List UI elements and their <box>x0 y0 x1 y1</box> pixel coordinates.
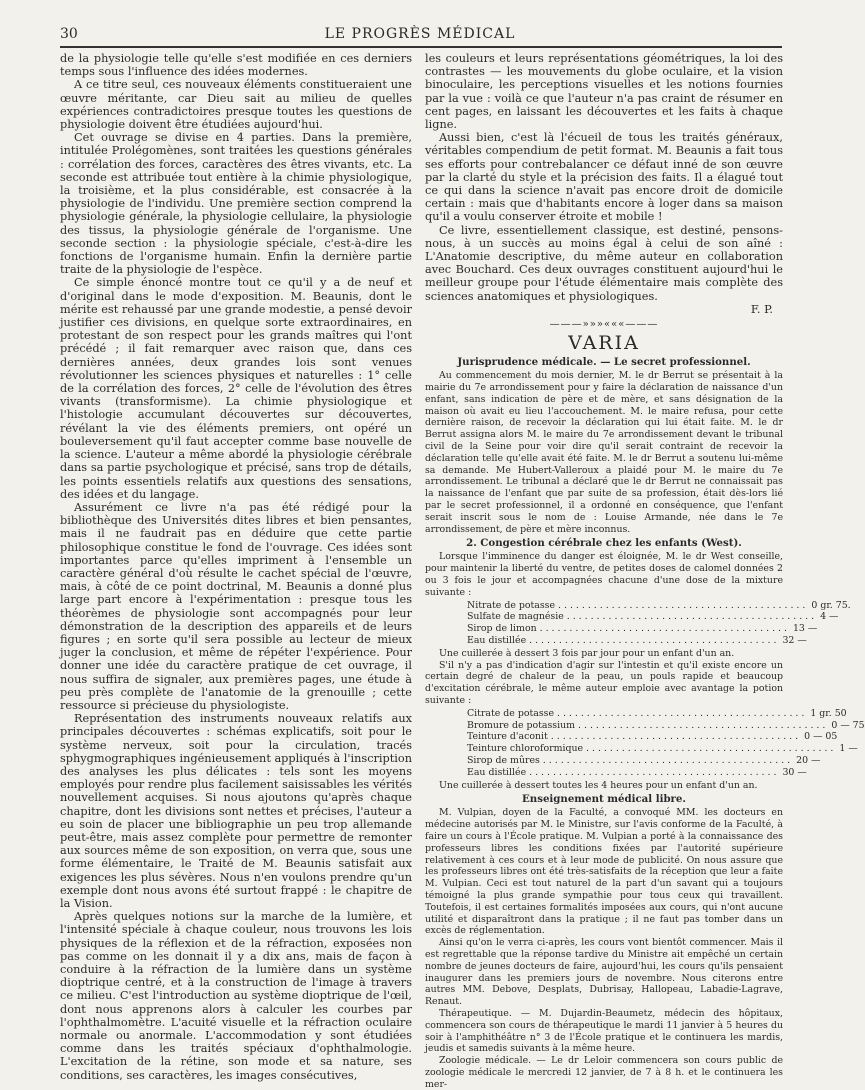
subheading: Jurisprudence médicale. — Le secret professionnel. <box>457 356 751 369</box>
paragraph: Ce simple énoncé montre tout ce qu'il y a de neuf et d'original dans le mode d'exposition. M. Beaunis, dont le mérite est rehaussé par une grande modestie, a pensé devoir justifier ces divisions, en quelque sorte extraordinaires, en protestant de son respect pour les grands maîtres qui l'ont précédé ; il fait remarquer avec raison que, dans ces dernières années, deux grandes lois sont venues révolutionner les sciences physiques et naturelles : 1° celle de la corrélation des forces, 2° celle de l'évolution des êtres vivants (transformisme). La chimie physiologique et l'histologie accumulant découvertes sur découvertes, révélant la vie des éléments premiers, ont opéré un bouleversement qu'il faut accepter comme base nouvelle de la science. L'auteur a même abordé la physiologie cérébrale dans sa partie psychologique et précisé, sans trop de détails, les points essentiels relatifs aux questions des sensations, des idées et du langage. <box>60 276 412 501</box>
running-title: LE PROGRÈS MÉDICAL <box>324 26 516 42</box>
article <box>425 370 783 535</box>
paragraph: Aussi bien, c'est là l'écueil de tous les traités généraux, véritables compendium de petit format. M. Beaunis a fait tous ses efforts pour contrebalancer ce défaut inné de son œuvre par la clarté du style et la précision des faits. Il a élagué tout ce qui dans la science n'avait pas encore droit de domicile certain : mais que d'habitants encore à loger dans sa maison qu'il a voulu conserver étroite et mobile ! <box>425 131 783 224</box>
page-number: 30 <box>60 26 78 42</box>
paragraph: de la physiologie telle qu'elle s'est modifiée en ces derniers temps sous l'influence des idées modernes. <box>60 52 412 79</box>
header-rule <box>60 46 782 48</box>
recipe-item: Sulfate de magnésie . . . 4 — <box>467 611 717 623</box>
paragraph: M. Vulpian, doyen de la Faculté, a convoqué MM. les docteurs en médecine autorisés par M. le Ministre, sur l'avis conforme de la Faculté, à faire un cours à l'École pratique. M. Vulpian a porté à la connaissance des professeurs libres les conditions fixées par l'autorité supérieure relativement à ces cours et à leur mode de publicité. On nous assure que les professeurs libres ont été très-satisfaits de la réception que leur a faite M. Vulpian. Ceci est tout naturel de la part d'un savant qui a toujours témoigné la plus grande sympathie pour tous ceux qui travaillent. Toutefois, il est certaines formalités imposées aux cours, qui n'ont aucune utilité et disparaîtront dans la pratique ; il ne faut pas tomber dans un excès de réglementation. <box>425 807 783 937</box>
subheading: Enseignement médical libre. <box>522 793 686 806</box>
recipe-list <box>467 599 851 647</box>
paragraph: Ainsi qu'on le verra ci-après, les cours vont bientôt commencer. Mais il est regrettable que la réponse tardive du Ministre ait empêché un certain nombre de jeunes docteurs de faire, aujourd'hui, les cours qu'ils pensaient inaugurer dans les premiers jours de novembre. Nous citerons entre autres MM. Debove, Desplats, Dubrisay, Hallopeau, Labadie-Lagrave, Renaut. <box>425 937 783 1008</box>
recipe-item: Sirop de mûres . . . 20 — <box>467 755 717 767</box>
recipe-item: Eau distillée . . . 30 — <box>467 767 717 779</box>
section-title: VARIA <box>568 332 640 355</box>
paragraph: Représentation des instruments nouveaux relatifs aux principales découvertes : schémas explicatifs, soit pour le système nerveux, soit pour la circulation, tracés sphygmographiques ingénieusement appliqués à l'inscription des analyses les plus délicates : tels sont les moyens employés pour rendre plus facilement saisissables les vérités nouvellement acquises. Si nous ajoutons qu'après chaque chapitre, dont les divisions sont nettes et précises, l'auteur a eu soin de placer une bibliographie un peu trop allemande peut-être, mais assez complète pour permettre de remonter aux sources même de son exposition, on verra que, sous une forme élémentaire, le Traité de M. Beaunis satisfait aux exigences les plus sévères. Nous n'en voulons prendre qu'un exemple dont nous avons été surtout frappé : le chapitre de la Vision. <box>60 712 412 910</box>
recipe-item: Nitrate de potasse . . . 0 gr. 75. <box>467 600 717 612</box>
paragraph: Une cuillerée à dessert toutes les 4 heures pour un enfant d'un an. <box>439 779 758 791</box>
signature: F. P. <box>750 302 773 316</box>
recipe-list <box>467 707 865 779</box>
section-separator: ———»»»«««——— <box>549 319 659 331</box>
page-header <box>60 26 780 48</box>
recipe-item: Teinture d'aconit . . . 0 — 05 <box>467 731 717 743</box>
paragraph: Lorsque l'imminence du danger est éloignée, M. le dr West conseille, pour maintenir la liberté du ventre, de petites doses de calomel données 2 ou 3 fois le jour et accompagnées chacune d'une dose de la mixture suivante : <box>425 551 783 598</box>
paragraph: Thérapeutique. — M. Dujardin-Beaumetz, médecin des hôpitaux, commencera son cours de thérapeutique le mardi 11 janvier à 5 heures du soir à l'amphithéâtre n° 3 de l'École pratique et le continuera les mardis, jeudis et samedis suivants à la même heure. <box>425 1007 783 1055</box>
left-column <box>60 52 412 1082</box>
paragraph: Zoologie médicale. — Le dr Leloir commencera son cours public de zoologie médicale le mercredi 12 janvier, de 7 à 8 h. et le continuera les mer- <box>425 1055 783 1090</box>
recipe-item: Bromure de potassium . . . 0 — 75 <box>467 720 717 732</box>
paragraph: Cet ouvrage se divise en 4 parties. Dans la première, intitulée Prolégomènes, sont traitées les questions générales : corrélation des forces, caractères des êtres vivants, etc. La seconde est attribuée tout entière à la chimie physiologique, la troisième, et la plus considérable, est consacrée à la physiologie de l'individu. Une première section comprend la physiologie générale, la physiologie cellulaire, la physiologie des tissus, la physiologie générale de l'organisme. Une seconde section : la physiologie spéciale, c'est-à-dire les fonctions de l'organisme humain. Enfin la dernière partie traite de la physiologie de l'espèce. <box>60 131 412 277</box>
recipe-item: Teinture chloroformique . . . 1 — <box>467 743 717 755</box>
recipe-item: Citrate de potasse . . . 1 gr. 50 <box>467 708 717 720</box>
paragraph: Une cuillerée à dessert 3 fois par jour pour un enfant d'un an. <box>439 647 735 659</box>
paragraph: Assurément ce livre n'a pas été rédigé pour la bibliothèque des Universités dites libres et bien pensantes, mais il ne faudrait pas en déduire que cette partie philosophique constitue le fond de l'ouvrage. Ces idées sont importantes parce qu'elles impriment à l'ensemble un caractère général d'où résulte le cachet spécial de l'œuvre, mais, à côté de ce point doctrinal, M. Beaunis a donné plus large part encore à l'expérimentation : presque tous les théorèmes de physiologie sont accompagnés pour leur démonstration de la description des appareils et de leurs figures ; en sorte qu'il sera possible au lecteur de mieux juger la conclusion, et même de répéter l'expérience. Pour donner une idée du caractère pratique de cet ouvrage, il nous suffira de signaler, aux premières pages, une étude à peu près complète de l'anatomie de la grenouille ; cette ressource si précieuse du physiologiste. <box>60 500 412 712</box>
right-column <box>425 52 865 1090</box>
recipe-item: Sirop de limon . . . 13 — <box>467 623 717 635</box>
paragraph: A ce titre seul, ces nouveaux éléments constitueraient une œuvre méritante, car Dieu sait au milieu de quelles expériences contradictoires presque toutes les questions de physiologie doivent être étudiées aujourd'hui. <box>60 78 412 132</box>
subheading: 2. Congestion cérébrale chez les enfants (West). <box>466 537 742 550</box>
paragraph: Ce livre, essentiellement classique, est destiné, pensons-nous, à un succès au moins égal à celui de son aîné : L'Anatomie descriptive, du même auteur en collaboration avec Bouchard. Ces deux ouvrages constituent aujourd'hui le meilleur groupe pour l'étude élémentaire mais complète des sciences anatomiques et physiologiques. <box>425 223 783 303</box>
recipe-item: Eau distillée . . . 32 — <box>467 635 717 647</box>
article <box>425 807 783 1090</box>
paragraph: Au commencement du mois dernier, M. le dr Berrut se présentait à la mairie du 7e arrondissement pour y faire la déclaration de naissance d'un enfant, sans indication de père et de mère, et sans désignation de la maison où avait eu lieu l'accouchement. M. le maire refusa, pour cette dernière raison, de recevoir la déclaration qui lui était faite. M. le dr Berrut assigna alors M. le maire du 7e arrondissement devant le tribunal civil de la Seine pour voir dire qu'il serait contraint de recevoir la déclaration telle qu'elle avait été faite. M. le dr Berrut a soutenu lui-même sa demande. Me Hubert-Valleroux a plaidé pour M. le maire du 7e arrondissement. Le tribunal a déclaré que le dr Berrut ne connaissait pas la naissance de l'enfant que par suite de sa profession, était dès-lors lié par le secret professionnel, il a ordonné en conséquence, que l'enfant serait inscrit sous le nom de : Louise Armande, née dans le 7e arrondissement, de père et mère inconnus. <box>425 370 783 535</box>
paragraph: les couleurs et leurs représentations géométriques, la loi des contrastes — les mouvements du globe oculaire, et la vision binoculaire, les perceptions visuelles et les notions fournies par la vue : voilà ce que l'auteur n'a pas craint de résumer en cent pages, en laissant les découvertes et les faits à chaque ligne. <box>425 52 783 132</box>
paragraph: S'il n'y a pas d'indication d'agir sur l'intestin et qu'il existe encore un certain degré de chaleur de la peau, un pouls rapide et beaucoup d'excitation cérébrale, le même auteur emploie avec avantage la potion suivante : <box>425 659 783 706</box>
article <box>425 551 865 791</box>
paragraph: Après quelques notions sur la marche de la lumière, et l'intensité spéciale à chaque couleur, nous trouvons les lois physiques de la réflexion et de la réfraction, exposées non pas comme on les donnait il y a dix ans, mais de façon à conduire à la réfraction de la lumière dans un système dioptrique centré, et à la construction de l'image à travers ce milieu. C'est l'introduction au système dioptrique de l'œil, dont nous apprenons alors à calculer les courbes par l'ophthalmomètre. L'acuité visuelle et la réfraction oculaire normale ou anormale. L'accommodation y sont étudiées comme dans les traités spéciaux d'ophthalmologie. L'excitation de la rétine, son mode et sa nature, ses conditions, ses caractères, les images consécutives, <box>60 910 412 1082</box>
